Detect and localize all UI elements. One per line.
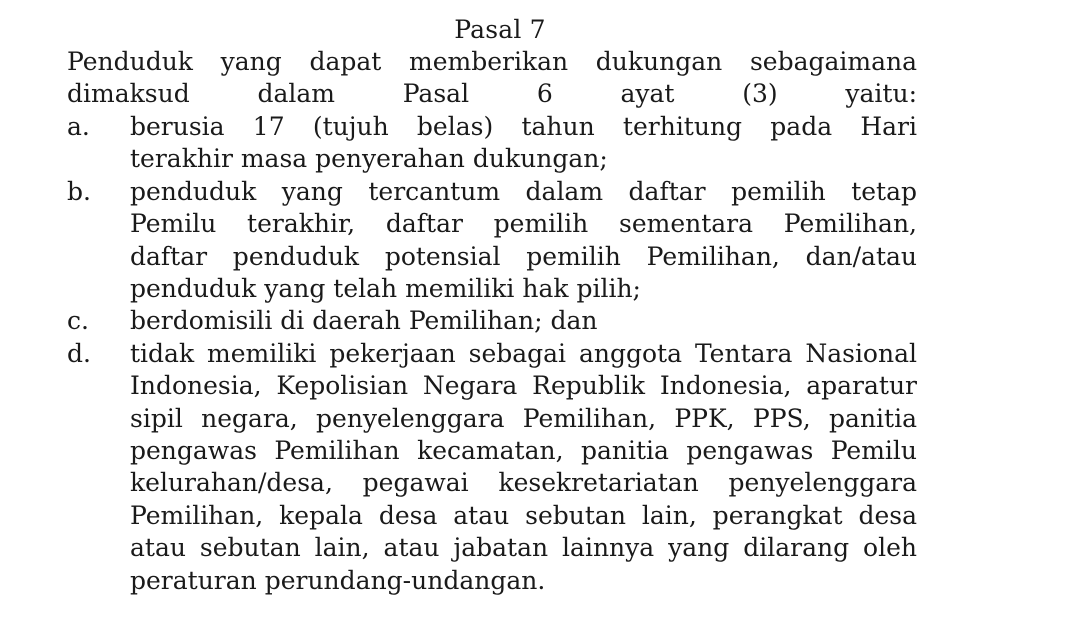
item-line: terakhir masa penyerahan dukungan; (130, 144, 608, 174)
item-line: Indonesia, Kepolisian Negara Republik Indonesia, aparatur (130, 371, 917, 401)
intro-paragraph (67, 46, 917, 111)
item-line: Pemilihan, kepala desa atau sebutan lain, perangkat desa (130, 500, 917, 530)
list-item (67, 338, 917, 597)
item-line: daftar penduduk potensial pemilih Pemilihan, dan/atau (130, 241, 917, 271)
list-marker: b. (67, 176, 91, 206)
item-line: sipil negara, penyelenggara Pemilihan, PPK, PPS, panitia (130, 403, 917, 433)
item-line: kelurahan/desa, pegawai kesekretariatan penyelenggara (130, 468, 917, 498)
item-line: Pemilu terakhir, daftar pemilih sementara Pemilihan, (130, 209, 917, 239)
item-line: atau sebutan lain, atau jabatan lainnya yang dilarang oleh (130, 533, 917, 563)
list-item (67, 305, 917, 337)
list-marker: c. (67, 306, 89, 336)
article-title: Pasal 7 (454, 15, 546, 44)
item-line: berdomisili di daerah Pemilihan; dan (130, 306, 598, 336)
intro-line: dimaksud dalam Pasal 6 ayat (3) yaitu: (67, 79, 917, 109)
item-line: penduduk yang telah memiliki hak pilih; (130, 274, 641, 304)
list-marker: d. (67, 338, 91, 368)
item-line: pengawas Pemilihan kecamatan, panitia pengawas Pemilu (130, 436, 917, 466)
list-item (67, 111, 917, 176)
item-line: penduduk yang tercantum dalam daftar pemilih tetap (130, 176, 917, 206)
requirements-list (67, 111, 917, 597)
item-line: tidak memiliki pekerjaan sebagai anggota Tentara Nasional (130, 338, 917, 368)
intro-line: Penduduk yang dapat memberikan dukungan sebagaimana (67, 47, 917, 76)
list-marker: a. (67, 112, 90, 141)
item-line: peraturan perundang-undangan. (130, 565, 546, 595)
list-item (67, 176, 917, 306)
item-line: berusia 17 (tujuh belas) tahun terhitung pada Hari (130, 112, 917, 141)
